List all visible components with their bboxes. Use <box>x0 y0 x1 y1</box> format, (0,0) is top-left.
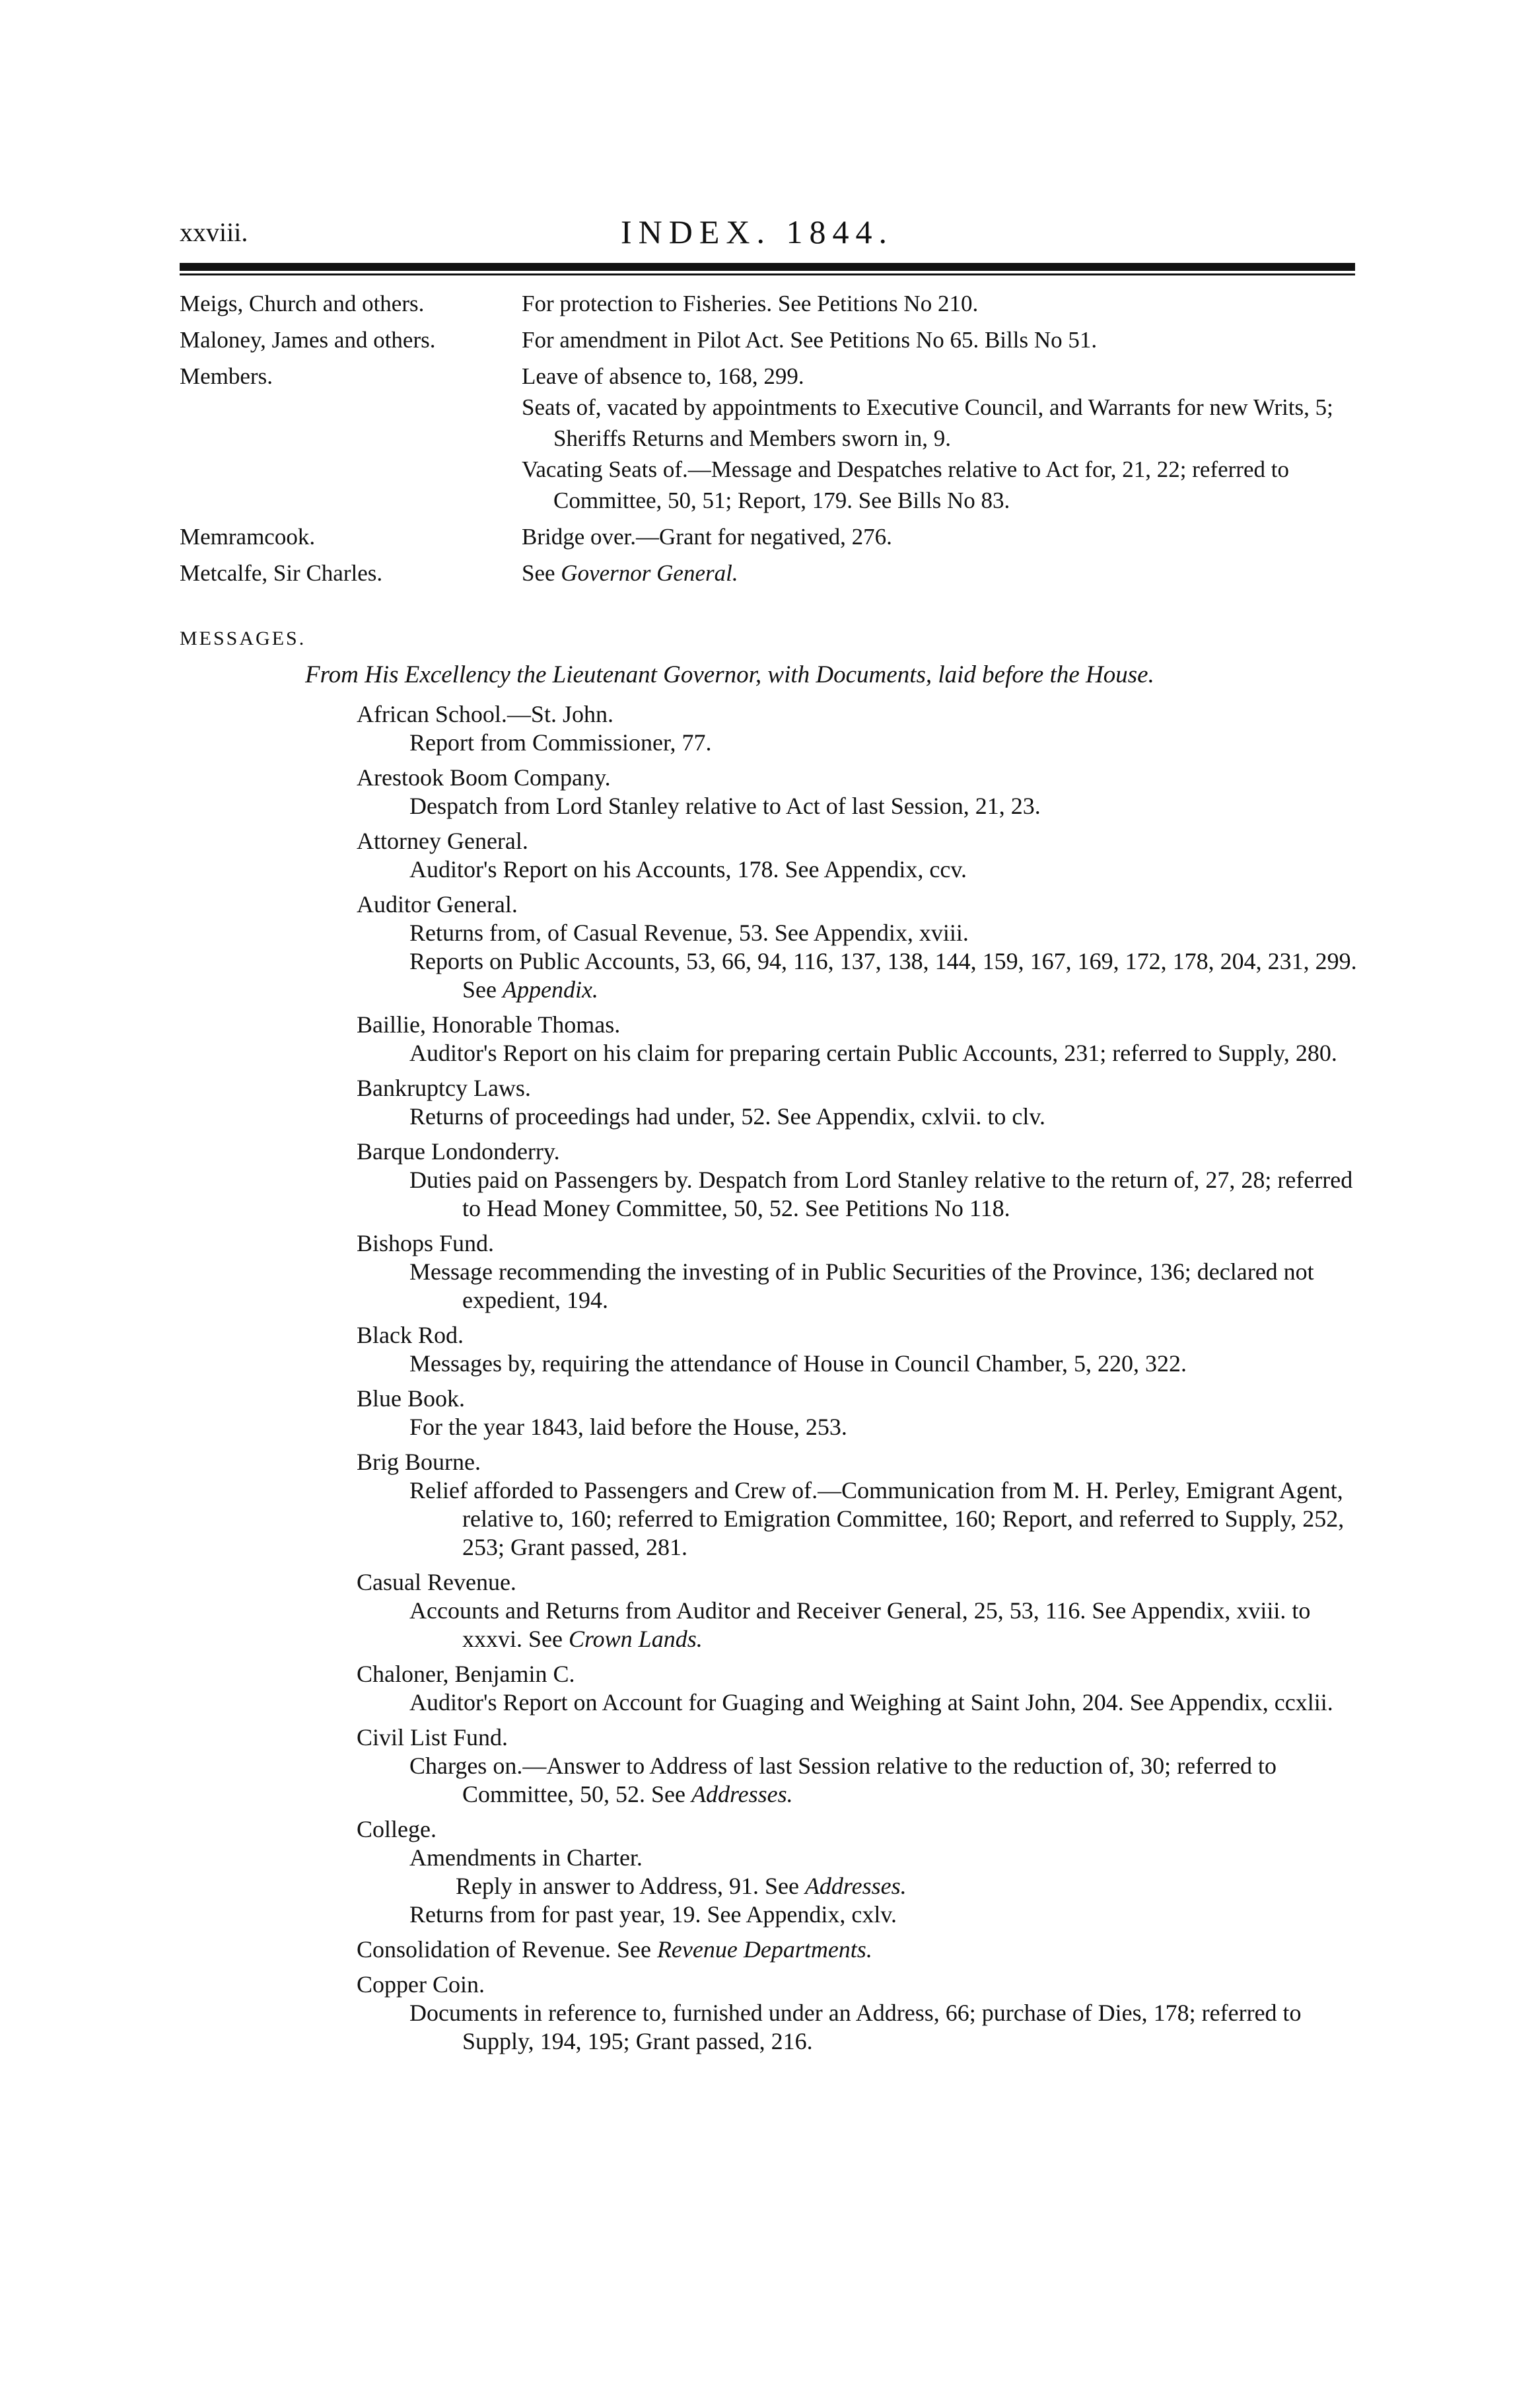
index-row-text: Leave of absence to, 168, 299. <box>522 363 804 389</box>
entry-item <box>409 855 1357 884</box>
index-entry <box>357 1074 1357 1131</box>
entry-title <box>357 1568 1357 1597</box>
entry-item <box>409 1999 1357 2056</box>
index-row-label: Members. <box>180 363 273 389</box>
entry-title-text: Consolidation of Revenue. <box>357 1936 611 1963</box>
entry-title <box>357 1448 1357 1476</box>
index-entry <box>357 1660 1357 1717</box>
entry-title <box>357 1321 1357 1350</box>
entry-title <box>357 764 1357 792</box>
entry-item-text: Accounts and Returns from Auditor and Receiver General, 25, 53, 116. See Appendix, xviii. to xxxvi. See <box>409 1597 1311 1652</box>
entry-item-text: Message recommending the investing of in Public Securities of the Province, 136; declared not expedient, 194. <box>409 1258 1314 1313</box>
entry-item <box>409 1844 1357 1872</box>
entry-item-text: For the year 1843, laid before the House, 253. <box>409 1414 847 1440</box>
index-entry <box>357 1723 1357 1809</box>
messages-intro: From His Excellency the Lieutenant Governor, with Documents, laid before the House. <box>305 661 1154 688</box>
entry-title <box>357 1011 1357 1039</box>
entry-item-text: Returns from for past year, 19. See Appendix, cxlv. <box>409 1901 897 1928</box>
entry-item <box>409 1258 1357 1315</box>
entry-title-text: Blue Book. <box>357 1385 466 1412</box>
index-entry <box>357 827 1357 884</box>
index-row-text <box>522 558 1355 589</box>
entry-title <box>357 1815 1357 1844</box>
entry-item-text: Documents in reference to, furnished under an Address, 66; purchase of Dies, 178; referred to Supply, 194, 195; Grant passed, 216. <box>409 2000 1302 2054</box>
index-row-label: Meigs, Church and others. <box>180 291 425 316</box>
entry-title-text: Bishops Fund. <box>357 1230 495 1256</box>
index-row <box>180 288 1355 319</box>
entry-title <box>357 1074 1357 1103</box>
entry-title-text: Auditor General. <box>357 891 518 918</box>
index-entry <box>357 890 1357 1004</box>
entry-title-text: Baillie, Honorable Thomas. <box>357 1011 621 1038</box>
entry-title-text: Attorney General. <box>357 828 528 854</box>
entry-title <box>357 1660 1357 1688</box>
entry-item <box>409 729 1357 757</box>
entry-item <box>409 947 1357 1004</box>
index-row-text: For protection to Fisheries. See Petitions No 210. <box>522 291 979 316</box>
entry-title-text: Casual Revenue. <box>357 1569 516 1595</box>
cross-reference: Crown Lands. <box>568 1626 703 1652</box>
entry-item <box>409 792 1357 820</box>
index-row <box>180 361 1355 516</box>
index-entry <box>357 1815 1357 1929</box>
index-row-text: Seats of, vacated by appointments to Executive Council, and Warrants for new Writs, 5; Sheriffs Returns and Members sworn in, 9. <box>522 394 1333 451</box>
entry-item-text: Reports on Public Accounts, 53, 66, 94, 116, 137, 138, 144, 159, 167, 169, 172, 178, 204, 231, 299. See <box>409 948 1357 1003</box>
entry-item-text: Duties paid on Passengers by. Despatch from Lord Stanley relative to the return of, 27, 28; referred to Head Money Committee, 50, 52. See Petitions No 118. <box>409 1167 1353 1221</box>
entry-item-text: Auditor's Report on Account for Guaging and Weighing at Saint John, 204. See Appendix, ccxlii. <box>409 1689 1333 1716</box>
index-row-text: For amendment in Pilot Act. See Petitions No 65. Bills No 51. <box>522 327 1098 353</box>
entry-item <box>409 1103 1357 1131</box>
entry-title-text: Arestook Boom Company. <box>357 764 611 791</box>
page-header <box>180 213 1355 256</box>
entry-item-text: Despatch from Lord Stanley relative to Act of last Session, 21, 23. <box>409 793 1041 819</box>
index-entry <box>357 1011 1357 1067</box>
entry-item <box>409 1597 1357 1653</box>
index-entry <box>357 1448 1357 1562</box>
entry-title-text: Bankruptcy Laws. <box>357 1075 531 1101</box>
entry-title-text: Copper Coin. <box>357 1971 485 1998</box>
cross-reference: Appendix. <box>502 976 598 1003</box>
entry-item-text: Returns from, of Casual Revenue, 53. See Appendix, xviii. <box>409 920 969 946</box>
index-entry <box>357 1321 1357 1378</box>
entry-item <box>409 1900 1357 1929</box>
entry-title-text: Brig Bourne. <box>357 1449 481 1475</box>
index-entry <box>357 1229 1357 1315</box>
entry-item-text: Messages by, requiring the attendance of House in Council Chamber, 5, 220, 322. <box>409 1350 1187 1377</box>
messages-heading: MESSAGES. <box>180 628 306 649</box>
entry-title <box>357 1229 1357 1258</box>
entry-title-text: African School.—St. John. <box>357 701 613 727</box>
entry-item <box>409 1413 1357 1441</box>
entry-item <box>409 1166 1357 1223</box>
index-entry <box>357 1138 1357 1223</box>
index-row-lines <box>522 361 1355 516</box>
index-row-label: Maloney, James and others. <box>180 327 436 353</box>
entry-item <box>409 1688 1357 1717</box>
header-rule-thick <box>180 263 1355 271</box>
entry-title-text: Civil List Fund. <box>357 1724 508 1751</box>
entry-item-text: Relief afforded to Passengers and Crew of.—Communication from M. H. Perley, Emigrant Agent, relative to, 160; referred to Emigration Committee, 160; Report, and referred to Supply, 252, 253; Grant passed, 281. <box>409 1477 1345 1560</box>
index-entry <box>357 1971 1357 2056</box>
page-title: INDEX. 1844. <box>621 213 894 250</box>
see-prefix: See <box>522 560 561 586</box>
index-entry <box>357 1385 1357 1441</box>
entry-title <box>357 1971 1357 1999</box>
entry-item <box>409 919 1357 947</box>
index-row-label: Metcalfe, Sir Charles. <box>180 560 383 586</box>
entry-item-text: Returns of proceedings had under, 52. See Appendix, cxlvii. to clv. <box>409 1103 1046 1130</box>
entry-item-text: Amendments in Charter. <box>409 1844 643 1871</box>
entry-title <box>357 827 1357 855</box>
top-entries <box>180 288 1355 594</box>
index-row <box>180 521 1355 552</box>
entry-title-text: Black Rod. <box>357 1322 464 1348</box>
index-entry <box>357 1568 1357 1653</box>
message-entries <box>357 700 1357 2062</box>
index-entry <box>357 700 1357 757</box>
see-prefix: See <box>610 1936 657 1963</box>
index-row <box>180 558 1355 589</box>
index-row <box>180 324 1355 355</box>
entry-title-text: College. <box>357 1816 437 1842</box>
index-row-label: Memramcook. <box>180 524 316 550</box>
entry-item-text: Auditor's Report on his claim for preparing certain Public Accounts, 231; referred to Supply, 280. <box>409 1040 1337 1066</box>
cross-reference: Revenue Departments. <box>656 1936 872 1963</box>
entry-title <box>357 1723 1357 1752</box>
entry-item <box>409 1752 1357 1809</box>
entry-title <box>357 1936 1357 1964</box>
entry-item-text: Report from Commissioner, 77. <box>409 729 712 756</box>
entry-item <box>409 1350 1357 1378</box>
index-row-text: Bridge over.—Grant for negatived, 276. <box>522 524 892 550</box>
index-row-text: Vacating Seats of.—Message and Despatches relative to Act for, 21, 22; referred to Committee, 50, 51; Report, 179. See Bills No 83. <box>522 456 1289 513</box>
entry-title-text: Barque Londonderry. <box>357 1138 560 1165</box>
cross-reference: Governor General. <box>561 560 738 586</box>
entry-item-text: Auditor's Report on his Accounts, 178. See Appendix, ccv. <box>409 856 967 883</box>
entry-item <box>409 1039 1357 1067</box>
header-rule-thin <box>180 273 1355 275</box>
entry-title <box>357 1138 1357 1166</box>
entry-title-text: Chaloner, Benjamin C. <box>357 1661 575 1687</box>
index-entry <box>357 764 1357 820</box>
entry-item-text: Reply in answer to Address, 91. See <box>456 1873 805 1899</box>
entry-title <box>357 890 1357 919</box>
entry-item <box>456 1872 1357 1900</box>
entry-item <box>409 1476 1357 1562</box>
cross-reference: Addresses. <box>804 1873 907 1899</box>
entry-title <box>357 700 1357 729</box>
entry-item-text: Charges on.—Answer to Address of last Session relative to the reduction of, 30; referred to Committee, 50, 52. See <box>409 1753 1277 1807</box>
page-number: xxviii. <box>180 217 248 247</box>
cross-reference: Addresses. <box>691 1781 793 1807</box>
index-entry <box>357 1936 1357 1964</box>
entry-title <box>357 1385 1357 1413</box>
